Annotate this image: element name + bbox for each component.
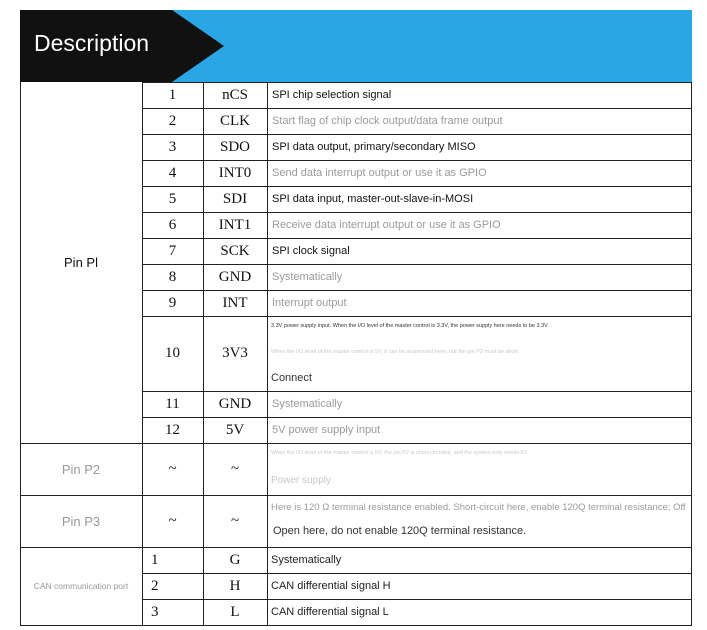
can-pin-number: 1: [151, 551, 159, 568]
pin-number: 10: [165, 345, 180, 361]
pin-table: [20, 82, 692, 625]
pin-name: CLK: [220, 112, 250, 129]
can-pin-number: 3: [151, 603, 159, 620]
pin-name: SDO: [219, 138, 250, 155]
col-divider-3: [267, 82, 268, 625]
pin-name: SCK: [220, 242, 250, 259]
can-pin-description: CAN differential signal L: [271, 606, 389, 618]
p2-desc-line2: Power supply: [271, 474, 332, 486]
can-pin-description: CAN differential signal H: [271, 580, 391, 592]
pin-description: 5V power supply input: [272, 424, 381, 436]
p3-desc-line2: Open here, do not enable 120Q terminal resistance.: [273, 525, 527, 537]
pin-description: SPI data output, primary/secondary MISO: [272, 141, 476, 153]
pin-name: 3V3: [222, 345, 248, 361]
pin-name: 5V: [225, 421, 245, 438]
pin-name: nCS: [222, 86, 248, 103]
description-banner: [20, 10, 692, 82]
can-pin-name: H: [229, 577, 241, 594]
table-border-bottom: [20, 625, 692, 626]
pin-number: 12: [165, 421, 180, 438]
pin-description: SPI chip selection signal: [272, 89, 392, 101]
p2-num: ~: [168, 460, 177, 477]
pin-description: Receive data interrupt output or use it as GPIO: [272, 219, 501, 231]
p3-name: ~: [230, 512, 240, 529]
pin-number: 4: [168, 164, 177, 181]
p2-name: ~: [230, 460, 240, 477]
pin-name: SDI: [222, 190, 248, 207]
pin-number: 7: [168, 242, 177, 259]
pin-description: Interrupt output: [272, 297, 347, 309]
pin-name: INT1: [218, 216, 252, 233]
pin-description: Systematically: [272, 398, 343, 410]
p3-num: ~: [168, 512, 177, 529]
pin-number: 2: [168, 112, 177, 129]
group-label-p1: Pin Pl: [64, 255, 98, 270]
group-label-p3: Pin P3: [61, 513, 101, 529]
pin-name: GND: [218, 268, 252, 285]
pin-description-line3: Connect: [271, 372, 312, 384]
p3-desc-line1: Here is 120 Ω terminal resistance enabled. Short-circuit here, enable 120Q terminal resistance; Off: [271, 501, 686, 513]
pin-name: GND: [218, 395, 252, 412]
can-pin-name: L: [230, 603, 240, 620]
pin-description: Systematically: [272, 271, 343, 283]
pin-number: 3: [168, 138, 177, 155]
page-title: Description: [34, 30, 150, 56]
pin-name: INT0: [218, 164, 252, 181]
pin-number: 1: [168, 86, 177, 103]
pin-number: 6: [168, 216, 177, 233]
pin-number: 9: [168, 294, 177, 311]
pin-number: 5: [168, 190, 177, 207]
pin-description-line1: 3.3V power supply input. When the I/O level of the master control is 3.3V, the power supply here needs to be 3.3V.: [271, 323, 549, 329]
pin-description: Send data interrupt output or use it as GPIO: [272, 167, 487, 179]
table-border-right: [691, 82, 692, 625]
pin-number: 11: [165, 395, 180, 412]
can-pin-description: Systematically: [271, 554, 342, 566]
pin-name: INT: [222, 294, 248, 311]
pin-number: 8: [168, 268, 177, 285]
p2-desc-line1: When the I/O level of the master control is 5V, the pin P2 is short-circuited, and the system only needs 5V: [271, 450, 528, 456]
group-label-p2: Pin P2: [61, 461, 101, 477]
group-label-can: CAN communication port: [33, 581, 129, 591]
can-pin-name: G: [229, 551, 241, 568]
can-pin-number: 2: [151, 577, 159, 594]
pin-description-line2: When the I/O level of the master control is 5V, it can be suspended here, but the pin P2 must be short.: [271, 349, 520, 355]
pin-description: SPI clock signal: [272, 245, 350, 257]
pin-description: Start flag of chip clock output/data frame output: [272, 115, 503, 127]
pin-description: SPI data input, master-out-slave-in-MOSI: [272, 193, 474, 205]
